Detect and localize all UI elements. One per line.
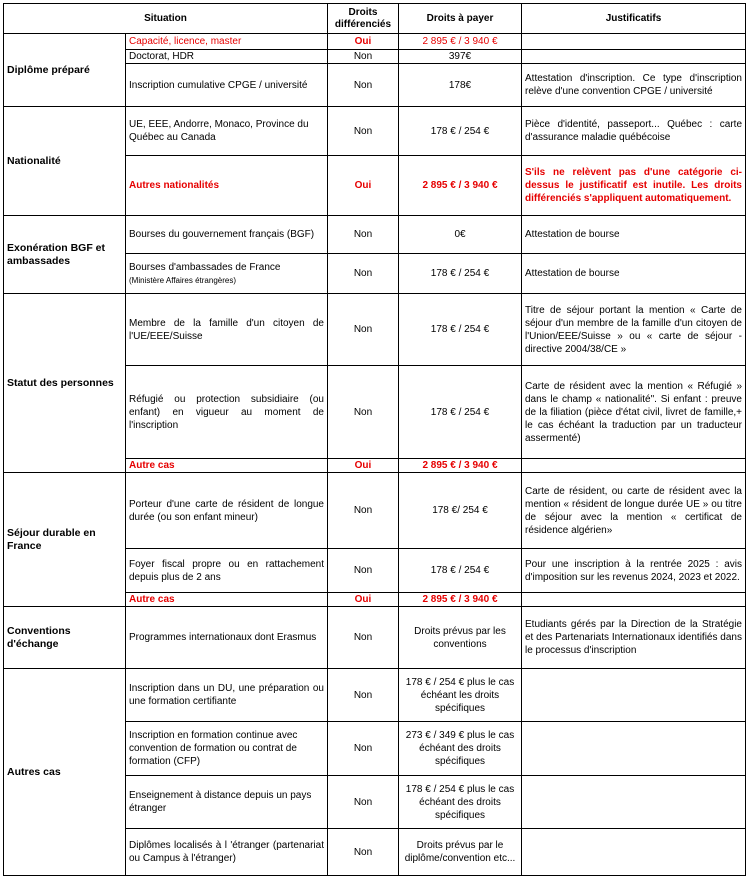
droits-payer-cell: 178 € / 254 € plus le cas échéant les droits spécifiques <box>399 669 522 722</box>
header-droits-differencies: Droits différenciés <box>328 4 399 34</box>
droits-payer-cell: 0€ <box>399 216 522 254</box>
justificatif-cell: Carte de résident, ou carte de résident avec la mention « résident de longue durée UE » ou titre de séjour avec la mention « certificat de résidence algérien» <box>522 473 746 549</box>
justificatif-cell: Attestation d'inscription. Ce type d'inscription relève d'une convention CPGE / université <box>522 64 746 107</box>
justificatif-cell <box>522 829 746 876</box>
droits-diff-cell: Oui <box>328 34 399 50</box>
droits-diff-cell: Non <box>328 776 399 829</box>
table-row <box>4 107 746 156</box>
droits-payer-cell: 178 € / 254 € <box>399 549 522 593</box>
situation-cell: Inscription en formation continue avec convention de formation ou contrat de formation (CFP) <box>126 722 328 776</box>
droits-diff-cell: Non <box>328 607 399 669</box>
droits-diff-cell: Non <box>328 64 399 107</box>
droits-diff-cell: Oui <box>328 156 399 216</box>
section-title-autres: Autres cas <box>4 669 126 876</box>
droits-payer-cell: 178 € / 254 € <box>399 366 522 459</box>
droits-diff-cell: Non <box>328 722 399 776</box>
situation-label: Bourses d'ambassades de France <box>129 261 281 273</box>
situation-cell: Foyer fiscal propre ou en rattachement depuis plus de 2 ans <box>126 549 328 593</box>
justificatif-cell: Pour une inscription à la rentrée 2025 : avis d'imposition sur les revenus 2024, 2023 et 2022. <box>522 549 746 593</box>
droits-diff-cell: Non <box>328 829 399 876</box>
situation-cell: Inscription cumulative CPGE / université <box>126 64 328 107</box>
droits-payer-cell: 2 895 € / 3 940 € <box>399 34 522 50</box>
justificatif-cell: Etudiants gérés par la Direction de la Stratégie et des Partenariats Internationaux identifiés dans le processus d'inscription <box>522 607 746 669</box>
section-title-nationalite: Nationalité <box>4 107 126 216</box>
situation-sublabel: (Ministère Affaires étrangères) <box>129 275 237 285</box>
droits-diff-cell: Non <box>328 254 399 294</box>
justificatif-cell: Pièce d'identité, passeport... Québec : carte d'assurance maladie québécoise <box>522 107 746 156</box>
situation-cell: Bourses du gouvernement français (BGF) <box>126 216 328 254</box>
droits-payer-cell: 273 € / 349 € plus le cas échéant des droits spécifiques <box>399 722 522 776</box>
table-row <box>4 669 746 722</box>
justificatif-cell <box>522 669 746 722</box>
table-row <box>4 607 746 669</box>
fees-table <box>3 3 746 876</box>
table-row <box>4 294 746 366</box>
droits-payer-cell: Droits prévus par le diplôme/convention etc... <box>399 829 522 876</box>
justificatif-cell <box>522 50 746 64</box>
droits-payer-cell: 397€ <box>399 50 522 64</box>
table-row <box>4 216 746 254</box>
droits-diff-cell: Non <box>328 549 399 593</box>
droits-payer-cell: 178 € / 254 € <box>399 107 522 156</box>
justificatif-cell <box>522 593 746 607</box>
situation-cell: Réfugié ou protection subsidiaire (ou enfant) en vigueur au moment de l'inscription <box>126 366 328 459</box>
justificatif-cell <box>522 459 746 473</box>
section-title-diplome: Diplôme préparé <box>4 34 126 107</box>
droits-diff-cell: Non <box>328 216 399 254</box>
situation-cell: Programmes internationaux dont Erasmus <box>126 607 328 669</box>
droits-payer-cell: 178 € / 254 € <box>399 294 522 366</box>
droits-payer-cell: 178 €/ 254 € <box>399 473 522 549</box>
droits-payer-cell: 2 895 € / 3 940 € <box>399 156 522 216</box>
table-row <box>4 34 746 50</box>
situation-cell: Capacité, licence, master <box>126 34 328 50</box>
table-row <box>4 473 746 549</box>
justificatif-cell: Attestation de bourse <box>522 254 746 294</box>
situation-cell <box>126 254 328 294</box>
droits-payer-cell: 178 € / 254 € <box>399 254 522 294</box>
justificatif-cell: Titre de séjour portant la mention « Carte de séjour d'un membre de la famille d'un citoyen de l'Union/EEE/Suisse » ou « carte de séjour - directive 2004/38/CE » <box>522 294 746 366</box>
droits-diff-cell: Non <box>328 107 399 156</box>
situation-cell: Autre cas <box>126 593 328 607</box>
header-row <box>4 4 746 34</box>
droits-payer-cell: 178€ <box>399 64 522 107</box>
droits-diff-cell: Non <box>328 669 399 722</box>
justificatif-cell: Carte de résident avec la mention « Réfugié » dans le champ « nationalité". Si enfant : preuve de la filiation (pièce d'état civil, livret de famille,+ le cas échéant la traduction par un traducteur assermenté) <box>522 366 746 459</box>
droits-diff-cell: Oui <box>328 459 399 473</box>
section-title-exoneration: Exonération BGF et ambassades <box>4 216 126 294</box>
situation-cell: Inscription dans un DU, une préparation ou une formation certifiante <box>126 669 328 722</box>
justificatif-cell: S'ils ne relèvent pas d'une catégorie ci-dessus le justificatif est inutile. Les droits différenciés s'appliquent automatiquement. <box>522 156 746 216</box>
situation-cell: Diplômes localisés à l 'étranger (partenariat ou Campus à l'étranger) <box>126 829 328 876</box>
header-droits-a-payer: Droits à payer <box>399 4 522 34</box>
situation-cell: Enseignement à distance depuis un pays étranger <box>126 776 328 829</box>
situation-cell: Autres nationalités <box>126 156 328 216</box>
situation-cell: Autre cas <box>126 459 328 473</box>
header-justificatifs: Justificatifs <box>522 4 746 34</box>
section-title-statut: Statut des personnes <box>4 294 126 473</box>
situation-cell: UE, EEE, Andorre, Monaco, Province du Québec au Canada <box>126 107 328 156</box>
droits-payer-cell: 2 895 € / 3 940 € <box>399 459 522 473</box>
droits-diff-cell: Non <box>328 294 399 366</box>
situation-cell: Porteur d'une carte de résident de longue durée (ou son enfant mineur) <box>126 473 328 549</box>
justificatif-cell: Attestation de bourse <box>522 216 746 254</box>
situation-cell: Doctorat, HDR <box>126 50 328 64</box>
droits-diff-cell: Oui <box>328 593 399 607</box>
header-situation: Situation <box>4 4 328 34</box>
droits-diff-cell: Non <box>328 473 399 549</box>
droits-payer-cell: 2 895 € / 3 940 € <box>399 593 522 607</box>
droits-payer-cell: 178 € / 254 € plus le cas échéant des droits spécifiques <box>399 776 522 829</box>
justificatif-cell <box>522 776 746 829</box>
section-title-sejour: Séjour durable en France <box>4 473 126 607</box>
justificatif-cell <box>522 722 746 776</box>
droits-diff-cell: Non <box>328 366 399 459</box>
section-title-conventions: Conventions d'échange <box>4 607 126 669</box>
justificatif-cell <box>522 34 746 50</box>
situation-cell: Membre de la famille d'un citoyen de l'UE/EEE/Suisse <box>126 294 328 366</box>
droits-payer-cell: Droits prévus par les conventions <box>399 607 522 669</box>
droits-diff-cell: Non <box>328 50 399 64</box>
